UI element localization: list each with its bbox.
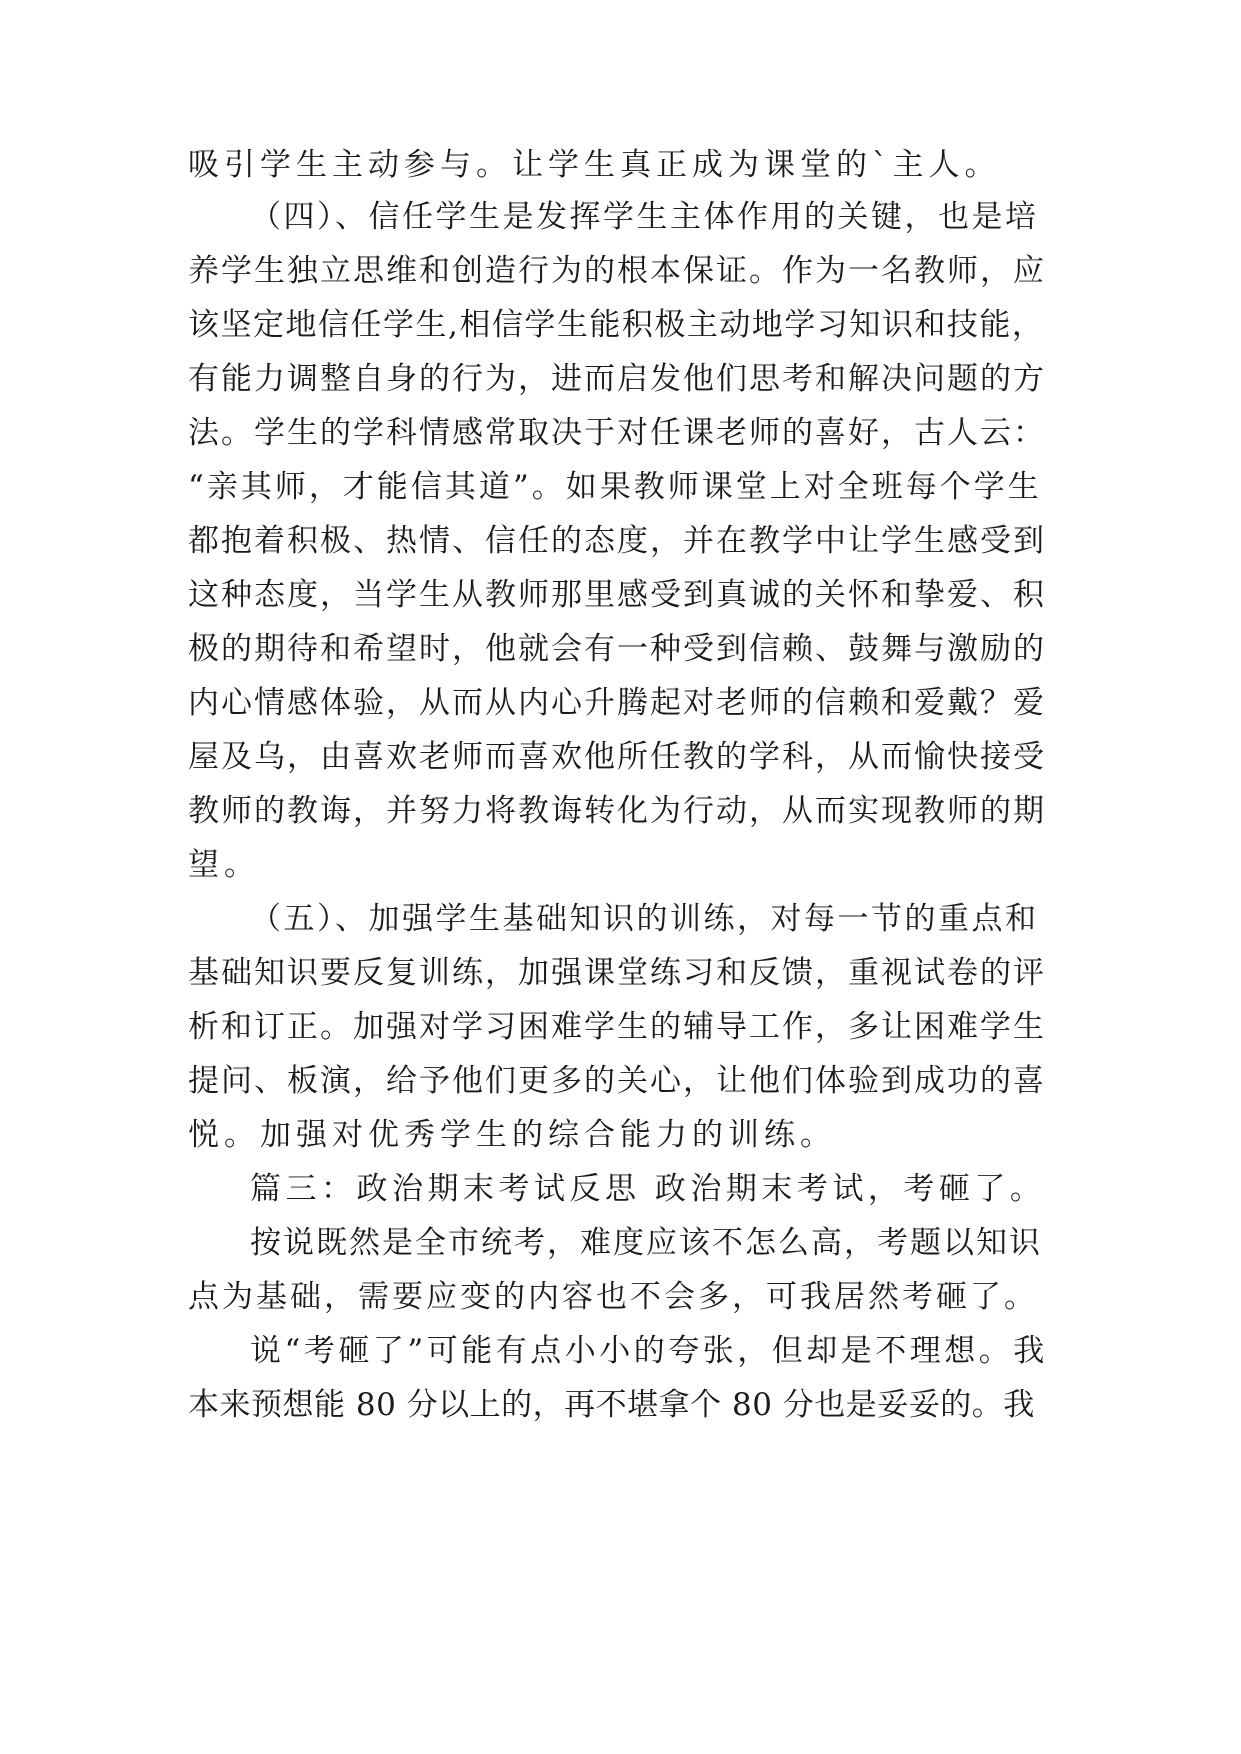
text-line: （五）、加强学生基础知识的训练，对每一节的重点和 [250, 901, 1039, 937]
text-line: “亲其师，才能信其道”。如果教师课堂上对全班每个学生 [188, 469, 1042, 505]
text-line: 提问、板演，给予他们更多的关心，让他们体验到成功的喜 [188, 1063, 1046, 1099]
text-line: 有能力调整自身的行为，进而启发他们思考和解决问题的方 [188, 361, 1046, 397]
text-line: 教师的教诲，并努力将教诲转化为行动，从而实现教师的期 [188, 793, 1046, 829]
text-line: 基础知识要反复训练，加强课堂练习和反馈，重视试卷的评 [188, 955, 1046, 991]
text-line: 析和订正。加强对学习困难学生的辅导工作，多让困难学生 [188, 1009, 1046, 1045]
text-line: 养学生独立思维和创造行为的根本保证。作为一名教师，应 [188, 253, 1046, 289]
text-line: 内心情感体验，从而从内心升腾起对老师的信赖和爱戴？爱 [188, 685, 1046, 721]
text-line: 该坚定地信任学生,相信学生能积极主动地学习知识和技能， [188, 307, 1045, 343]
text-line: 悦。加强对优秀学生的综合能力的训练。 [188, 1117, 836, 1153]
text-line: 说“考砸了”可能有点小小的夸张，但却是不理想。我 [250, 1333, 1048, 1369]
text-line: 点为基础，需要应变的内容也不会多，可我居然考砸了。 [188, 1279, 1038, 1315]
text-line: 极的期待和希望时，他就会有一种受到信赖、鼓舞与激励的 [188, 631, 1046, 667]
text-line: 这种态度，当学生从教师那里感受到真诚的关怀和挚爱、积 [188, 577, 1046, 613]
text-line: 本来预想能 80 分以上的，再不堪拿个 80 分也是妥妥的。我 [188, 1387, 1035, 1423]
text-line: 屋及乌，由喜欢老师而喜欢他所任教的学科，从而愉快接受 [188, 739, 1046, 775]
text-line: 吸引学生主动参与。让学生真正成为课堂的`主人。 [188, 147, 1001, 183]
text-line: 都抱着积极、热情、信任的态度，并在教学中让学生感受到 [188, 523, 1046, 559]
section-heading-line: 篇三：政治期末考试反思 政治期末考试，考砸了。 [250, 1171, 1046, 1207]
text-line: 望。 [188, 847, 260, 883]
text-line: （四）、信任学生是发挥学生主体作用的关键，也是培 [250, 199, 1039, 235]
text-line: 法。学生的学科情感常取决于对任课老师的喜好，古人云： [188, 415, 1046, 451]
text-line: 按说既然是全市统考，难度应该不怎么高，考题以知识 [250, 1225, 1042, 1261]
